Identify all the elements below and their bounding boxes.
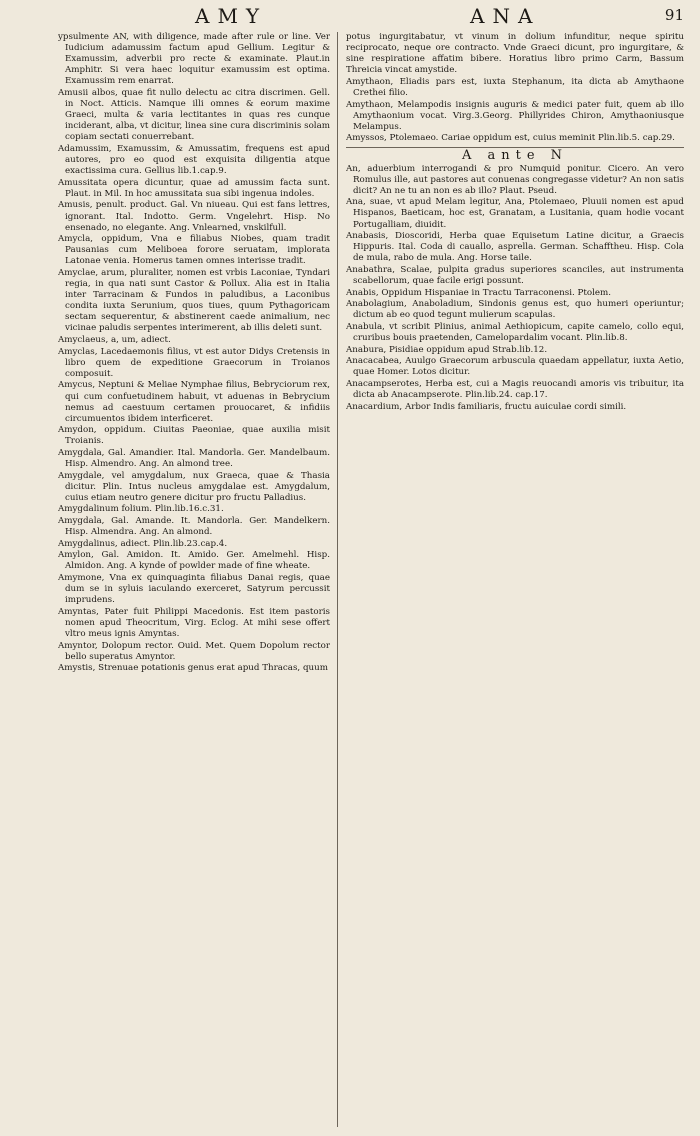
dictionary-entry: Anabura, Pisidiae oppidum apud Strab.lib.12. <box>346 344 548 355</box>
dictionary-entry: potus ingurgitabatur, vt vinum in dolium infunditur, neque spiritu reciprocato, neque ore contracto. Vnde Graeci dicunt, pro ingurgitare, & sine respiratione affatim bibere. Horatius libro primo Carm, Bassum Threicia vincat amystide. <box>346 32 684 76</box>
dictionary-entry: Adamussim, Examussim, & Amussatim, frequens est apud autores, pro eo quod est exquisita diligentia atque exactissima cura. Gellius lib.1.cap.9. <box>58 143 330 177</box>
dictionary-entry: ypsulmente AN, with diligence, made after rule or line. Ver Iudicium adamussim factum apud Gellium. Legitur & Examussim, adverbii pro recte & examinate. Plaut.in Amphitr. Si vera haec loquitur examussim est optima. Examussim rem enarrat. <box>58 32 330 87</box>
dictionary-entry: Amystis, Strenuae potationis genus erat apud Thracas, quum <box>58 663 328 674</box>
right-guide-word: ANA <box>470 4 541 28</box>
dictionary-entry: Amyclaeus, a, um, adiect. <box>58 335 171 346</box>
dictionary-entry: Amusis, penult. product. Gal. Vn niueau. Qui est fans lettres, ignorant. Ital. Indotto. Germ. Vngelehrt. Hisp. No ensenado, no elegante. Ang. Vnlearned, vnskilfull. <box>58 200 330 233</box>
dictionary-entry: Amyntor, Dolopum rector. Ouid. Met. Quem Dopolum rector bello superatus Amyntor. <box>58 640 330 662</box>
dictionary-entry: Amythaon, Melampodis insignis auguris & medici pater fuit, quem ab illo Amythaonium vocat. Virg.3.Georg. Phillyrides Chiron, Amythaoniusque Melampus. <box>346 99 684 132</box>
dictionary-entry: Anacacabea, Auulgo Graecorum arbuscula quaedam appellatur, iuxta Aetio, quae Homer. Lotos dicitur. <box>346 356 684 378</box>
dictionary-entry: Amusii albos, quae fit nullo delectu ac citra discrimen. Gell. in Noct. Atticis. Namque illi omnes & eorum maxime Graeci, multa & varia lectitantes in quas res cunque inciderant, alba, vt dicitur, linea sine cura discriminis solam copiam sectati conuerrebant. <box>58 87 330 143</box>
right-column <box>346 32 684 1130</box>
dictionary-entry: Amycus, Neptuni & Meliae Nymphae filius, Bebryciorum rex, qui cum confuetudinem habuit, vt aduenas in Bebrycium nemus ad caestuum certamen prouocaret, & infidiis circumuentos ibidem interficeret. <box>58 380 330 424</box>
dictionary-entry: Amythaon, Eliadis pars est, iuxta Stephanum, ita dicta ab Amythaone Crethei filio. <box>346 76 684 98</box>
page-number: 91 <box>664 6 684 24</box>
dictionary-entry: Anabathra, Scalae, pulpita gradus superiores scanciles, aut instrumenta scabellorum, quae facile erigi possunt. <box>346 264 684 286</box>
dictionary-entry: Anabasis, Dioscoridi, Herba quae Equisetum Latine dicitur, a Graecis Hippuris. Ital. Coda di cauallo, asprella. German. Schafftheu. Hisp. Cola de mula, rabo de mula. Ang. Horse taile. <box>346 231 684 264</box>
dictionary-entry: Anacampserotes, Herba est, cui a Magis reuocandi amoris vis tribuitur, ita dicta ab Anacampserote. Plin.lib.24. cap.17. <box>346 378 684 400</box>
dictionary-entry: Amycla, oppidum, Vna e filiabus Niobes, quam tradit Pausanias cum Meliboea forore seruatam, implorata Latonae venia. Homerus tamen omnes interisse tradit. <box>58 234 330 267</box>
dictionary-entry: Amyntas, Pater fuit Philippi Macedonis. Est item pastoris nomen apud Theocritum, Virg. Eclog. At mihi sese offert vltro meus ignis Amyntas. <box>58 606 330 639</box>
dictionary-entry: An, aduerbium interrogandi & pro Numquid ponitur. Cicero. An vero Romulus ille, aut pastores aut conuenas congregasse videtur? An non satis dicit? An ne tu an non es ab illo? Plaut. Pseud. <box>346 163 684 196</box>
dictionary-entry: Amyclae, arum, pluraliter, nomen est vrbis Laconiae, Tyndari regia, in qua nati sunt Castor & Pollux. Alia est in Italia inter Tarracinam & Fundos in paludibus, a Laconibus condita iuxta Serunium, quos tiues, quum Pythagoricam sectam sequerentur, & abstinerent caede animalium, nec vicinae paludis serpentes interimerent, ab illis deleti sunt. <box>58 267 330 334</box>
dictionary-entry: Amygdalinus, adiect. Plin.lib.23.cap.4. <box>58 538 228 549</box>
dictionary-entry: Amygdalinum folium. Plin.lib.16.c.31. <box>58 504 224 515</box>
dictionary-entry: Amussitata opera dicuntur, quae ad amussim facta sunt. Plaut. in Mil. In hoc amussitata sua sibi ingenua indoles. <box>58 177 330 199</box>
dictionary-entry: Amylon, Gal. Amidon. It. Amido. Ger. Amelmehl. Hisp. Almidon. Ang. A kynde of powlder made of fine wheate. <box>58 550 330 572</box>
dictionary-entry: Anabula, vt scribit Plinius, animal Aethiopicum, capite camelo, collo equi, cruribus bouis praetenden, Camelopardalim vocant. Plin.lib.8. <box>346 321 684 343</box>
dictionary-entry: Amydon, oppidum. Ciuitas Paeoniae, quae auxilia misit Troianis. <box>58 425 330 447</box>
running-header <box>0 4 700 30</box>
dictionary-entry: Amygdala, Gal. Amande. It. Mandorla. Ger. Mandelkern. Hisp. Almendra. Ang. An almond. <box>58 516 330 538</box>
left-column <box>58 32 330 1130</box>
column-divider <box>337 32 338 1127</box>
left-guide-word: AMY <box>195 4 268 28</box>
letter-section-heading: A ante N <box>346 147 684 161</box>
dictionary-entry: Amygdale, vel amygdalum, nux Graeca, quae & Thasia dicitur. Plin. Intus nucleus amygdalae est. Amygdalum, cuius etiam neutro genere dicitur pro fructu Palladius. <box>58 470 330 503</box>
dictionary-entry: Anacardium, Arbor Indis familiaris, fructu auiculae cordi simili. <box>346 401 627 412</box>
dictionary-entry: Amymone, Vna ex quinquaginta filiabus Danai regis, quae dum se in syluis iaculando exerceret, Satyrum percussit imprudens. <box>58 573 330 606</box>
dictionary-entry: Anabolagium, Anaboladium, Sindonis genus est, quo humeri operiuntur; dictum ab eo quod tegunt mulierum scapulas. <box>346 299 684 321</box>
dictionary-entry: Anabis, Oppidum Hispaniae in Tractu Tarraconensi. Ptolem. <box>346 287 611 298</box>
dictionary-entry: Ana, suae, vt apud Melam legitur, Ana, Ptolemaeo, Pluuii nomen est apud Hispanos, Baeticam, hoc est, Granatam, a Lusitania, quam hodie vocant Portugalliam, diuidit. <box>346 197 684 230</box>
dictionary-entry: Amyclas, Lacedaemonis filius, vt est autor Didys Cretensis in libro quem de expeditione Graecorum in Troianos composuit. <box>58 346 330 379</box>
dictionary-entry: Amygdala, Gal. Amandier. Ital. Mandorla. Ger. Mandelbaum. Hisp. Almendro. Ang. An almond tree. <box>58 447 330 470</box>
dictionary-entry: Amyssos, Ptolemaeo. Cariae oppidum est, cuius meminit Plin.lib.5. cap.29. <box>346 133 675 144</box>
